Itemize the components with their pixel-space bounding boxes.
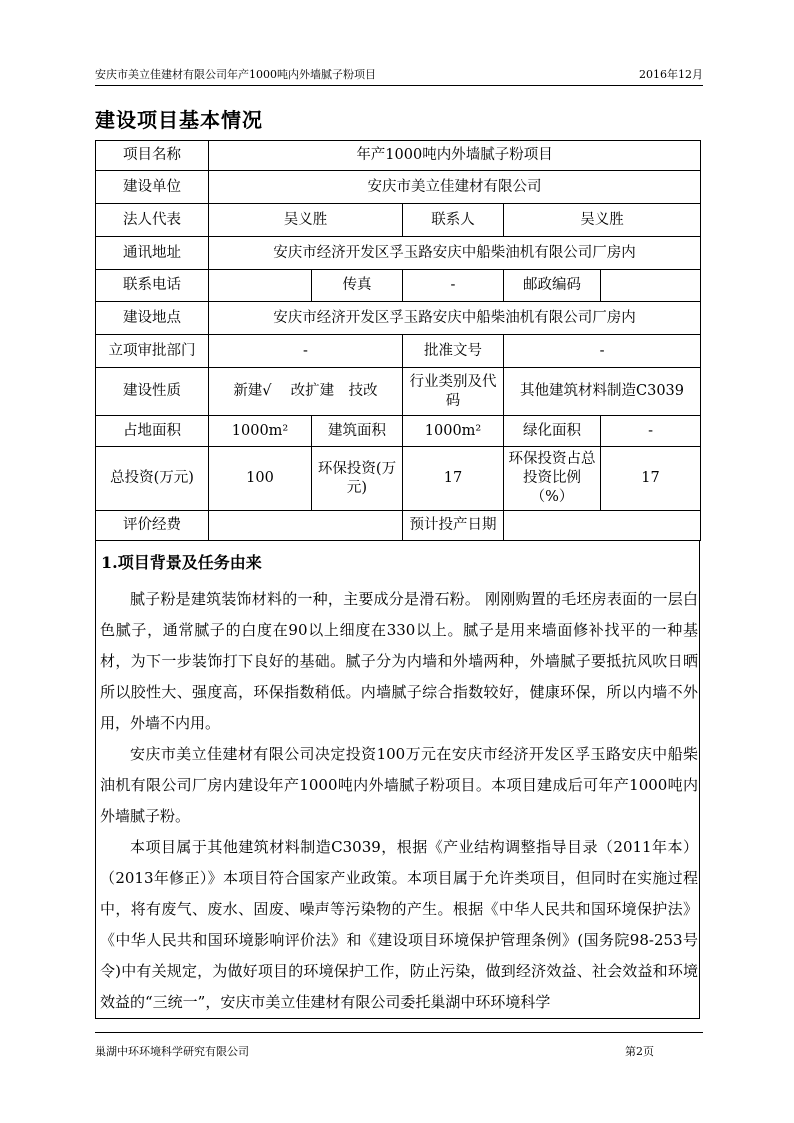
table-row [96,335,701,368]
label-postcode: 邮政编码 [504,270,601,302]
header-project-name: 安庆市美立佳建材有限公司年产1000吨内外墙腻子粉项目 [95,68,376,81]
label-address: 通讯地址 [96,237,209,270]
label-land-area: 占地面积 [96,416,209,447]
value-site: 安庆市经济开发区孚玉路安庆中船柴油机有限公司厂房内 [209,302,701,335]
value-address: 安庆市经济开发区孚玉路安庆中船柴油机有限公司厂房内 [209,237,701,270]
value-fax: - [403,270,504,302]
table-row [96,302,701,335]
label-legal-rep: 法人代表 [96,204,209,237]
table-row [96,141,701,171]
table-row [96,204,701,237]
value-floor-area: 1000m² [403,416,504,447]
label-approval-no: 批准文号 [403,335,504,368]
background-section [95,540,700,1019]
label-green-area: 绿化面积 [504,416,601,447]
value-approval-no: - [504,335,701,368]
label-fax: 传真 [312,270,403,302]
label-site: 建设地点 [96,302,209,335]
label-contact: 联系人 [403,204,504,237]
value-phone [209,270,312,302]
header-rule [95,85,703,86]
label-builder: 建设单位 [96,171,209,204]
label-eval-fee: 评价经费 [96,511,209,541]
table-row [96,511,701,541]
label-phone: 联系电话 [96,270,209,302]
label-project-name: 项目名称 [96,141,209,171]
page-title: 建设项目基本情况 [95,108,263,132]
value-eval-fee [209,511,403,541]
value-nature: 新建√ 改扩建 技改 [209,368,403,416]
label-env-investment: 环保投资(万元) [312,447,403,511]
label-approval-dept: 立项审批部门 [96,335,209,368]
value-legal-rep: 吴义胜 [209,204,403,237]
label-nature: 建设性质 [96,368,209,416]
label-start-date: 预计投产日期 [403,511,504,541]
project-info-table [95,140,701,541]
header-date: 2016年12月 [639,68,703,81]
table-row [96,447,701,511]
value-approval-dept: - [209,335,403,368]
footer-rule [95,1032,703,1033]
footer-page-number: 第2页 [625,1045,654,1058]
value-builder: 安庆市美立佳建材有限公司 [209,171,701,204]
value-project-name: 年产1000吨内外墙腻子粉项目 [209,141,701,171]
table-row [96,237,701,270]
value-total-investment: 100 [209,447,312,511]
value-start-date [504,511,701,541]
label-floor-area: 建筑面积 [312,416,403,447]
value-env-ratio: 17 [601,447,701,511]
value-green-area: - [601,416,701,447]
footer-company: 巢湖中环环境科学研究有限公司 [95,1045,249,1058]
value-postcode [601,270,701,302]
table-row [96,416,701,447]
value-industry: 其他建筑材料制造C3039 [504,368,701,416]
table-row [96,368,701,416]
value-land-area: 1000m² [209,416,312,447]
paragraph-2: 安庆市美立佳建材有限公司决定投资100万元在安庆市经济开发区孚玉路安庆中船柴油机有限公司厂房内建设年产1000吨内外墙腻子粉项目。本项目建成后可年产1000吨内外墙腻子粉。 [100,745,698,825]
label-total-investment: 总投资(万元) [96,447,209,511]
value-contact: 吴义胜 [504,204,701,237]
label-env-ratio: 环保投资占总投资比例（%） [504,447,601,511]
value-env-investment: 17 [403,447,504,511]
table-row [96,171,701,204]
paragraph-3: 本项目属于其他建筑材料制造C3039，根据《产业结构调整指导目录（2011年本）（2013年修正）》本项目符合国家产业政策。本项目属于允许类项目，但同时在实施过程中，将有废气、废水、固废、噪声等污染物的产生。根据《中华人民共和国环境保护法》《中华人民共和国环境影响评价法》和《建设项目环境保护管理条例》(国务院98-253号令)中有关规定，为做好项目的环境保护工作，防止污染，做到经济效益、社会效益和环境效益的“三统一”，安庆市美立佳建材有限公司委托巢湖中环环境科学 [100,838,698,1011]
section-heading: 1.项目背景及任务由来 [101,553,262,572]
table-row [96,270,701,302]
paragraph-1: 腻子粉是建筑装饰材料的一种，主要成分是滑石粉。 刚刚购置的毛坯房表面的一层白色腻子，通常腻子的白度在90以上细度在330以上。腻子是用来墙面修补找平的一种基材，为下一步装饰打下良好的基础。腻子分为内墙和外墙两种，外墙腻子要抵抗风吹日晒所以胶性大、强度高，环保指数稍低。内墙腻子综合指数较好，健康环保，所以内墙不外用，外墙不内用。 [100,590,698,732]
label-industry: 行业类别及代码 [403,368,504,416]
